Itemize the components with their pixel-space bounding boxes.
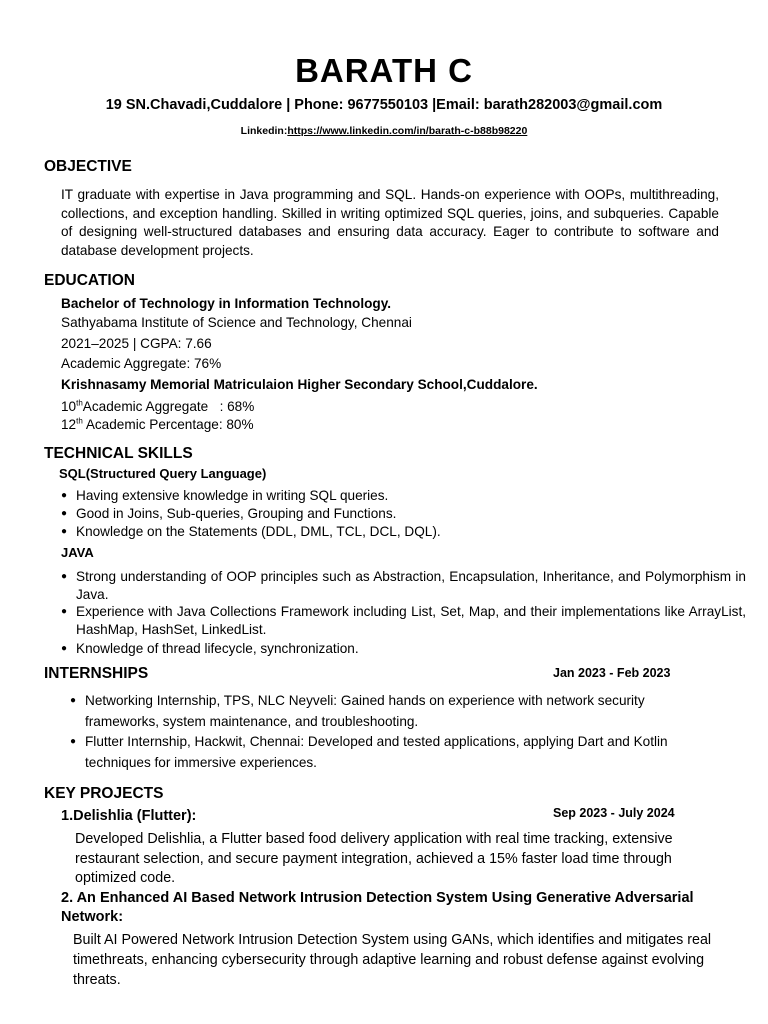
sql-item xyxy=(61,523,746,541)
java-item xyxy=(61,568,746,604)
bullet-dot-icon: ● xyxy=(61,508,68,519)
java-item-text: Strong understanding of OOP principles such as Abstraction, Encapsulation, Inheritance, and Polymorphism in Java. xyxy=(76,569,746,603)
school-name: Krishnasamy Memorial Matriculaion Higher Secondary School,Cuddalore. xyxy=(61,377,538,392)
internship-item xyxy=(70,732,675,773)
java-item xyxy=(61,640,746,658)
tenth-num: 10 xyxy=(61,399,77,414)
degree-title: Bachelor of Technology in Information Technology. xyxy=(61,296,392,311)
linkedin-link[interactable]: https://www.linkedin.com/in/barath-c-b88b98220 xyxy=(287,125,528,137)
project-2-text: Built AI Powered Network Intrusion Detection System using GANs, which identifies and mitigates real timethreats, enhancing cybersecurity through adaptive learning and robust defense against evolving threats. xyxy=(73,932,712,988)
java-subheading: JAVA xyxy=(61,545,94,560)
candidate-name: BARATH C xyxy=(295,52,473,89)
twelfth-num: 12 xyxy=(61,417,77,432)
internships-heading: INTERNSHIPS xyxy=(44,665,149,682)
twelfth-sup: th xyxy=(76,416,83,426)
sql-item xyxy=(61,505,746,523)
bullet-dot-icon: ● xyxy=(70,736,77,747)
education-heading: EDUCATION xyxy=(44,272,135,289)
internship-date: Jan 2023 - Feb 2023 xyxy=(553,666,671,680)
college-aggregate: Academic Aggregate: 76% xyxy=(61,356,222,371)
java-item-text: Knowledge of thread lifecycle, synchronization. xyxy=(76,641,359,656)
internship-item-text: Networking Internship, TPS, NLC Neyveli: Gained hands on experience with network security frameworks, system maintenance, and troubleshooting. xyxy=(85,693,645,729)
sql-item xyxy=(61,487,746,505)
java-item-text: Experience with Java Collections Framework including List, Set, Map, and their implementations like ArrayList, HashMap, HashSet, LinkedList. xyxy=(76,604,746,638)
bullet-dot-icon: ● xyxy=(61,526,68,537)
sql-subheading: SQL(Structured Query Language) xyxy=(59,466,267,481)
contact-line: 19 SN.Chavadi,Cuddalore | Phone: 9677550103 |Email: barath282003@gmail.com xyxy=(105,97,663,113)
project-1-text: Developed Delishlia, a Flutter based food delivery application with real time tracking, extensive restaurant selection, and secure payment integration, achieved a 15% faster load time through optimized code. xyxy=(75,831,673,886)
bullet-dot-icon: ● xyxy=(61,490,68,501)
skills-heading: TECHNICAL SKILLS xyxy=(44,445,193,462)
tenth-text: Academic Aggregate : 68% xyxy=(82,399,255,414)
bullet-dot-icon: ● xyxy=(61,606,68,617)
objective-heading: OBJECTIVE xyxy=(44,158,132,175)
twelfth-percentage xyxy=(61,417,254,432)
internship-item xyxy=(70,691,675,732)
years-cgpa: 2021–2025 | CGPA: 7.66 xyxy=(61,336,212,351)
twelfth-text: Academic Percentage: 80% xyxy=(82,417,254,432)
linkedin-label: Linkedin: xyxy=(240,125,288,137)
sql-item-text: Good in Joins, Sub-queries, Grouping and Functions. xyxy=(76,506,397,521)
bullet-dot-icon: ● xyxy=(70,695,77,706)
linkedin-line xyxy=(0,125,768,137)
projects-heading: KEY PROJECTS xyxy=(44,785,164,802)
tenth-aggregate xyxy=(61,399,254,414)
project-2-title: 2. An Enhanced AI Based Network Intrusion Detection System Using Generative Adversarial Network: xyxy=(61,890,694,925)
internship-item-text: Flutter Internship, Hackwit, Chennai: Developed and tested applications, applying Dart and Kotlin techniques for immersive experiences. xyxy=(85,734,668,770)
sql-item-text: Having extensive knowledge in writing SQL queries. xyxy=(76,488,389,503)
sql-item-text: Knowledge on the Statements (DDL, DML, TCL, DCL, DQL). xyxy=(76,524,441,539)
bullet-dot-icon: ● xyxy=(61,643,68,654)
project-1-title: 1.Delishlia (Flutter): xyxy=(61,808,197,824)
bullet-dot-icon: ● xyxy=(61,571,68,582)
objective-text: IT graduate with expertise in Java programming and SQL. Hands-on experience with OOPs, multithreading, collections, and exception handling. Skilled in writing optimized SQL queries, joins, and subqueries. Capable of designing well-structured databases and ensuring data accuracy. Eager to contribute to software and database development projects. xyxy=(61,187,719,258)
tenth-sup: th xyxy=(76,398,83,408)
java-item xyxy=(61,603,746,639)
project-1-date: Sep 2023 - July 2024 xyxy=(553,806,675,820)
college-name: Sathyabama Institute of Science and Technology, Chennai xyxy=(61,315,412,330)
